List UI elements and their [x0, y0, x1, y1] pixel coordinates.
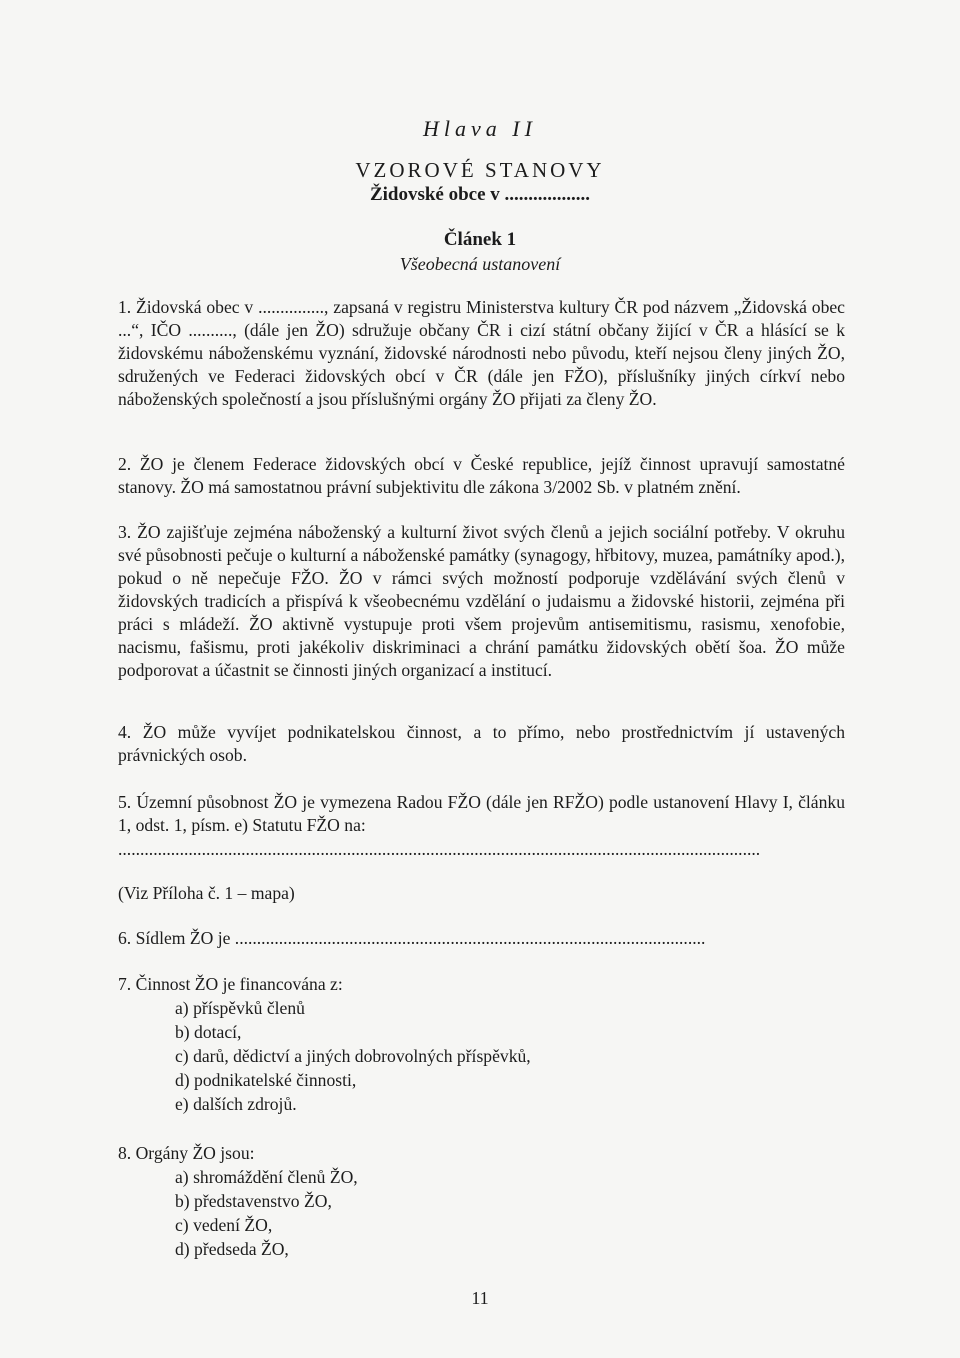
- paragraph-5: 5. Územní působnost ŽO je vymezena Radou FŽO (dále jen RFŽO) podle ustanovení Hlavy I, článku 1, odst. 1, písm. e) Statutu FŽO na:: [118, 792, 845, 835]
- list-item: c) vedení ŽO,: [175, 1215, 273, 1235]
- list-item: a) příspěvků členů: [175, 998, 305, 1018]
- document-title: VZOROVÉ STANOVY: [355, 158, 605, 182]
- list-item: c) darů, dědictví a jiných dobrovolných příspěvků,: [175, 1046, 531, 1066]
- paragraph-7: 7. Činnost ŽO je financována z:: [118, 974, 343, 994]
- paragraph-2: 2. ŽO je členem Federace židovských obcí v České republice, jejíž činnost upravují samostatné stanovy. ŽO má samostatnou právní subjektivitu dle zákona 3/2002 Sb. v platném znění.: [118, 454, 845, 497]
- list-item: b) dotací,: [175, 1022, 242, 1042]
- annex-note: (Viz Příloha č. 1 – mapa): [118, 883, 295, 903]
- list-item: b) představenstvo ŽO,: [175, 1191, 332, 1211]
- chapter-heading: Hlava II: [423, 116, 537, 141]
- territory-dots: ..................................................................................................................................................: [118, 839, 761, 859]
- page-number: 11: [471, 1288, 489, 1308]
- paragraph-8: 8. Orgány ŽO jsou:: [118, 1143, 255, 1163]
- article-heading: Článek 1: [443, 229, 517, 250]
- list-item: d) předseda ŽO,: [175, 1239, 289, 1259]
- list-item: a) shromáždění členů ŽO,: [175, 1167, 358, 1187]
- paragraph-4: 4. ŽO může vyvíjet podnikatelskou činnost, a to přímo, nebo prostřednictvím jí ustavených právnických osob.: [118, 722, 845, 765]
- paragraph-6: 6. Sídlem ŽO je ...........................................................................................................: [118, 928, 706, 948]
- paragraph-3: 3. ŽO zajišťuje zejména náboženský a kulturní život svých členů a jejich sociální potřeby. V okruhu své působnosti pečuje o kulturní a náboženské památky (synagogy, hřbitovy, muzea, památníky apod.), pokud o ně nepečuje FŽO. ŽO v rámci svých možností podporuje vzdělávání svých členů v židovských tradicích a přispívá k všeobecnému vzdělání o judaismu a židovské historii, zejména při práci s mládeží. ŽO aktivně vystupuje proti všem projevům antisemitismu, rasismu, xenofobie, nacismu, fašismu, proti jakékoliv diskriminaci a chrání památku židovských obětí šoa. ŽO může podporovat a účastnit se činnosti jiných organizací a institucí.: [118, 522, 845, 680]
- list-item: e) dalších zdrojů.: [175, 1094, 297, 1114]
- list-item: d) podnikatelské činnosti,: [175, 1070, 357, 1090]
- article-subtitle: Všeobecná ustanovení: [399, 254, 561, 274]
- paragraph-1: 1. Židovská obec v ..............., zapsaná v registru Ministerstva kultury ČR pod názvem „Židovská obec ...“, IČO .........., (dále jen ŽO) sdružuje občany ČR i cizí státní občany žijící v ČR a hlásící se k židovskému náboženskému vyznání, židovské národnosti nebo původu, kteří nejsou členy jiných ŽO, sdružených ve Federaci židovských obcí v ČR (dále jen FŽO), příslušníky jiných církví nebo náboženských společností a jsou příslušnými orgány ŽO přijati za členy ŽO.: [118, 297, 845, 409]
- community-name-line: Židovské obce v ..................: [369, 184, 591, 205]
